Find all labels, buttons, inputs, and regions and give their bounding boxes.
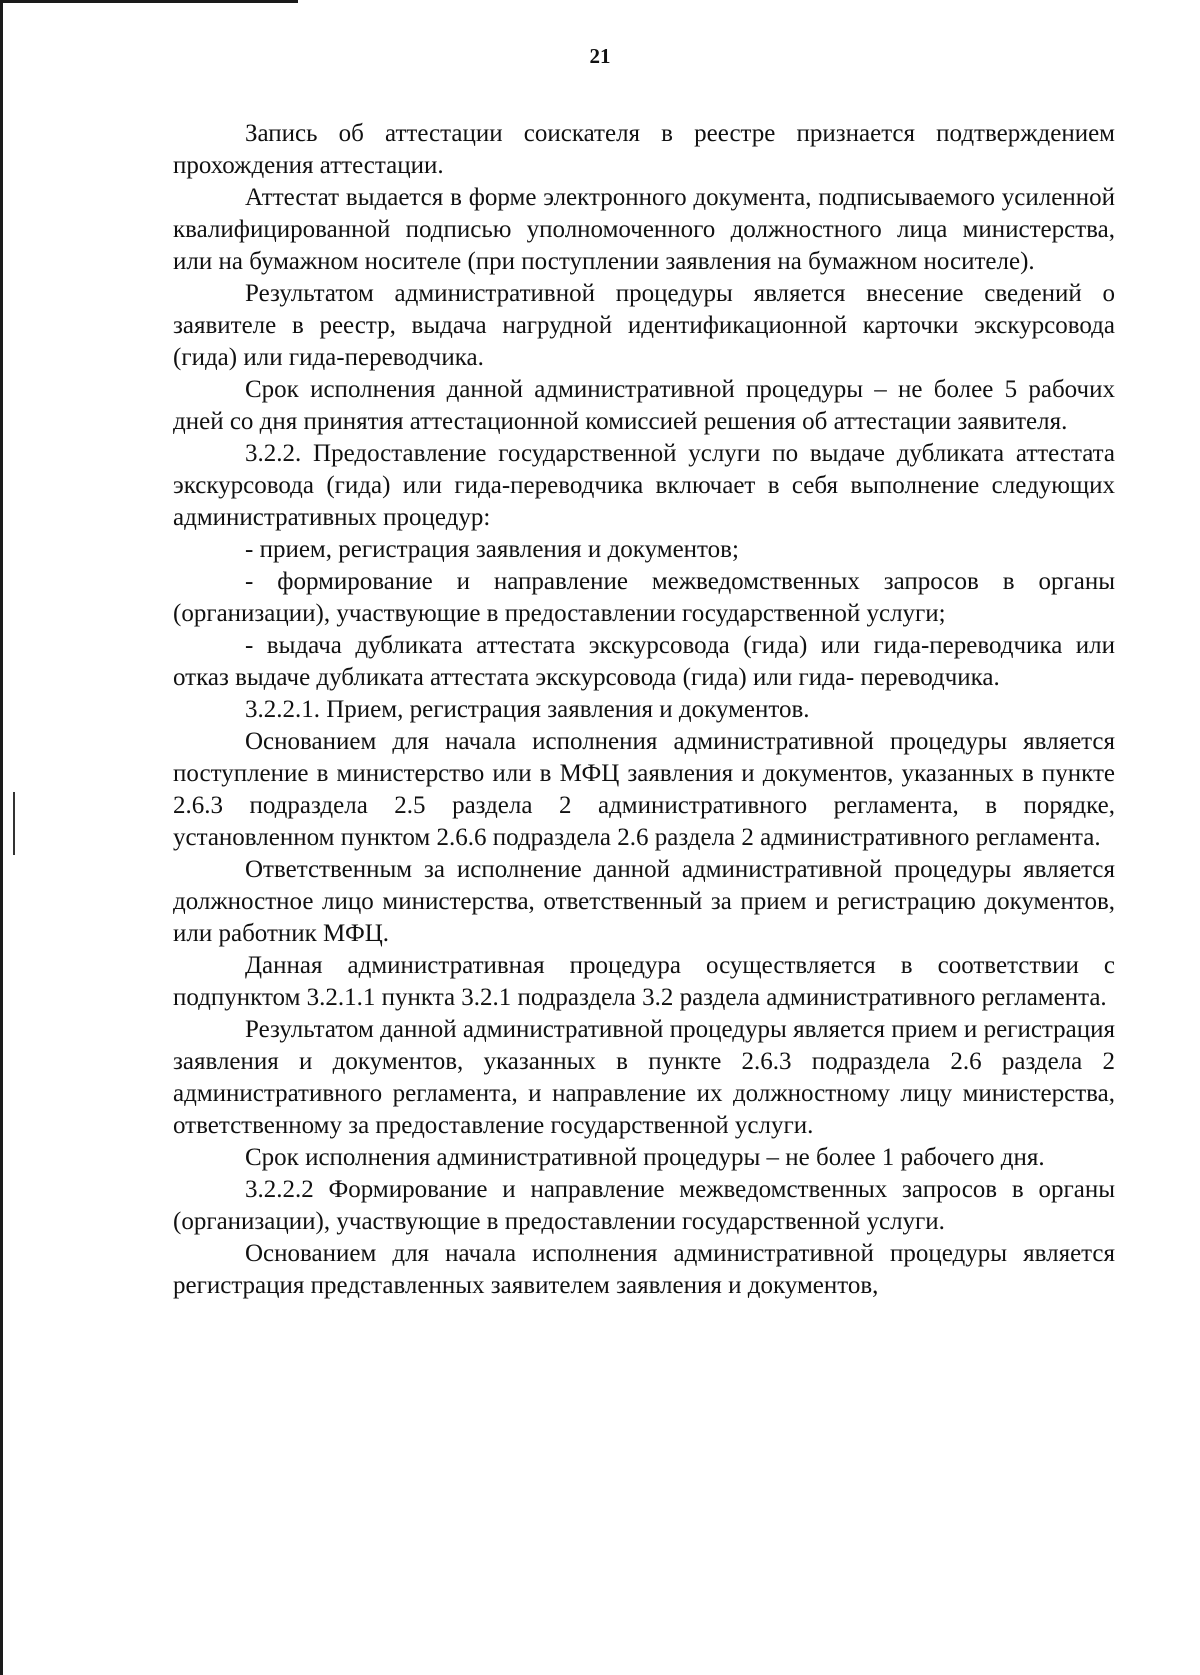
paragraph: Результатом административной процедуры является внесение сведений о заявителе в реестр, выдача нагрудной идентификационной карточки экскурсовода (гида) или гида-переводчика. xyxy=(173,280,1115,371)
paragraph: Срок исполнения данной административной процедуры – не более 5 рабочих дней со дня принятия аттестационной комиссией решения об аттестации заявителя. xyxy=(173,376,1115,435)
paragraph: Запись об аттестации соискателя в реестре признается подтверждением прохождения аттестации. xyxy=(173,120,1115,179)
list-item: - выдача дубликата аттестата экскурсовода (гида) или гида-переводчика или отказ выдаче дубликата аттестата экскурсовода (гида) или гида- переводчика. xyxy=(173,632,1115,691)
paragraph: Срок исполнения административной процедуры – не более 1 рабочего дня. xyxy=(245,1144,1045,1171)
paragraph: Аттестат выдается в форме электронного документа, подписываемого усиленной квалифицированной подписью уполномоченного должностного лица министерства, или на бумажном носителе (при поступлении заявления на бумажном носителе). xyxy=(173,184,1115,275)
scan-mark xyxy=(13,792,15,855)
paragraph: Основанием для начала исполнения административной процедуры является регистрация представленных заявителем заявления и документов, xyxy=(173,1240,1115,1299)
section-heading: 3.2.2.1. Прием, регистрация заявления и документов. xyxy=(245,696,810,723)
section-heading: 3.2.2.2 Формирование и направление межведомственных запросов в органы (организации), участвующие в предоставлении государственной услуги. xyxy=(173,1176,1115,1235)
paragraph: Ответственным за исполнение данной административной процедуры является должностное лицо министерства, ответственный за прием и регистрацию документов, или работник МФЦ. xyxy=(173,856,1115,947)
paragraph: 3.2.2. Предоставление государственной услуги по выдаче дубликата аттестата экскурсовода (гида) или гида-переводчика включает в себя выполнение следующих административных процедур: xyxy=(173,440,1115,531)
document-body xyxy=(173,118,1115,1302)
page-number: 21 xyxy=(589,44,611,68)
scan-border-top xyxy=(0,0,298,3)
paragraph: Основанием для начала исполнения административной процедуры является поступление в министерство или в МФЦ заявления и документов, указанных в пункте 2.6.3 подраздела 2.5 раздела 2 административного регламента, в порядке, установленном пунктом 2.6.6 подраздела 2.6 раздела 2 административного регламента. xyxy=(173,728,1115,851)
paragraph: Данная административная процедура осуществляется в соответствии с подпунктом 3.2.1.1 пункта 3.2.1 подраздела 3.2 раздела административного регламента. xyxy=(173,952,1115,1011)
scan-border-left xyxy=(0,0,3,1675)
paragraph: Результатом данной административной процедуры является прием и регистрация заявления и документов, указанных в пункте 2.6.3 подраздела 2.6 раздела 2 административного регламента, и направление их должностному лицу министерства, ответственному за предоставление государственной услуги. xyxy=(173,1016,1115,1139)
list-item: - формирование и направление межведомственных запросов в органы (организации), участвующие в предоставлении государственной услуги; xyxy=(173,568,1115,627)
list-item: - прием, регистрация заявления и документов; xyxy=(245,536,739,563)
